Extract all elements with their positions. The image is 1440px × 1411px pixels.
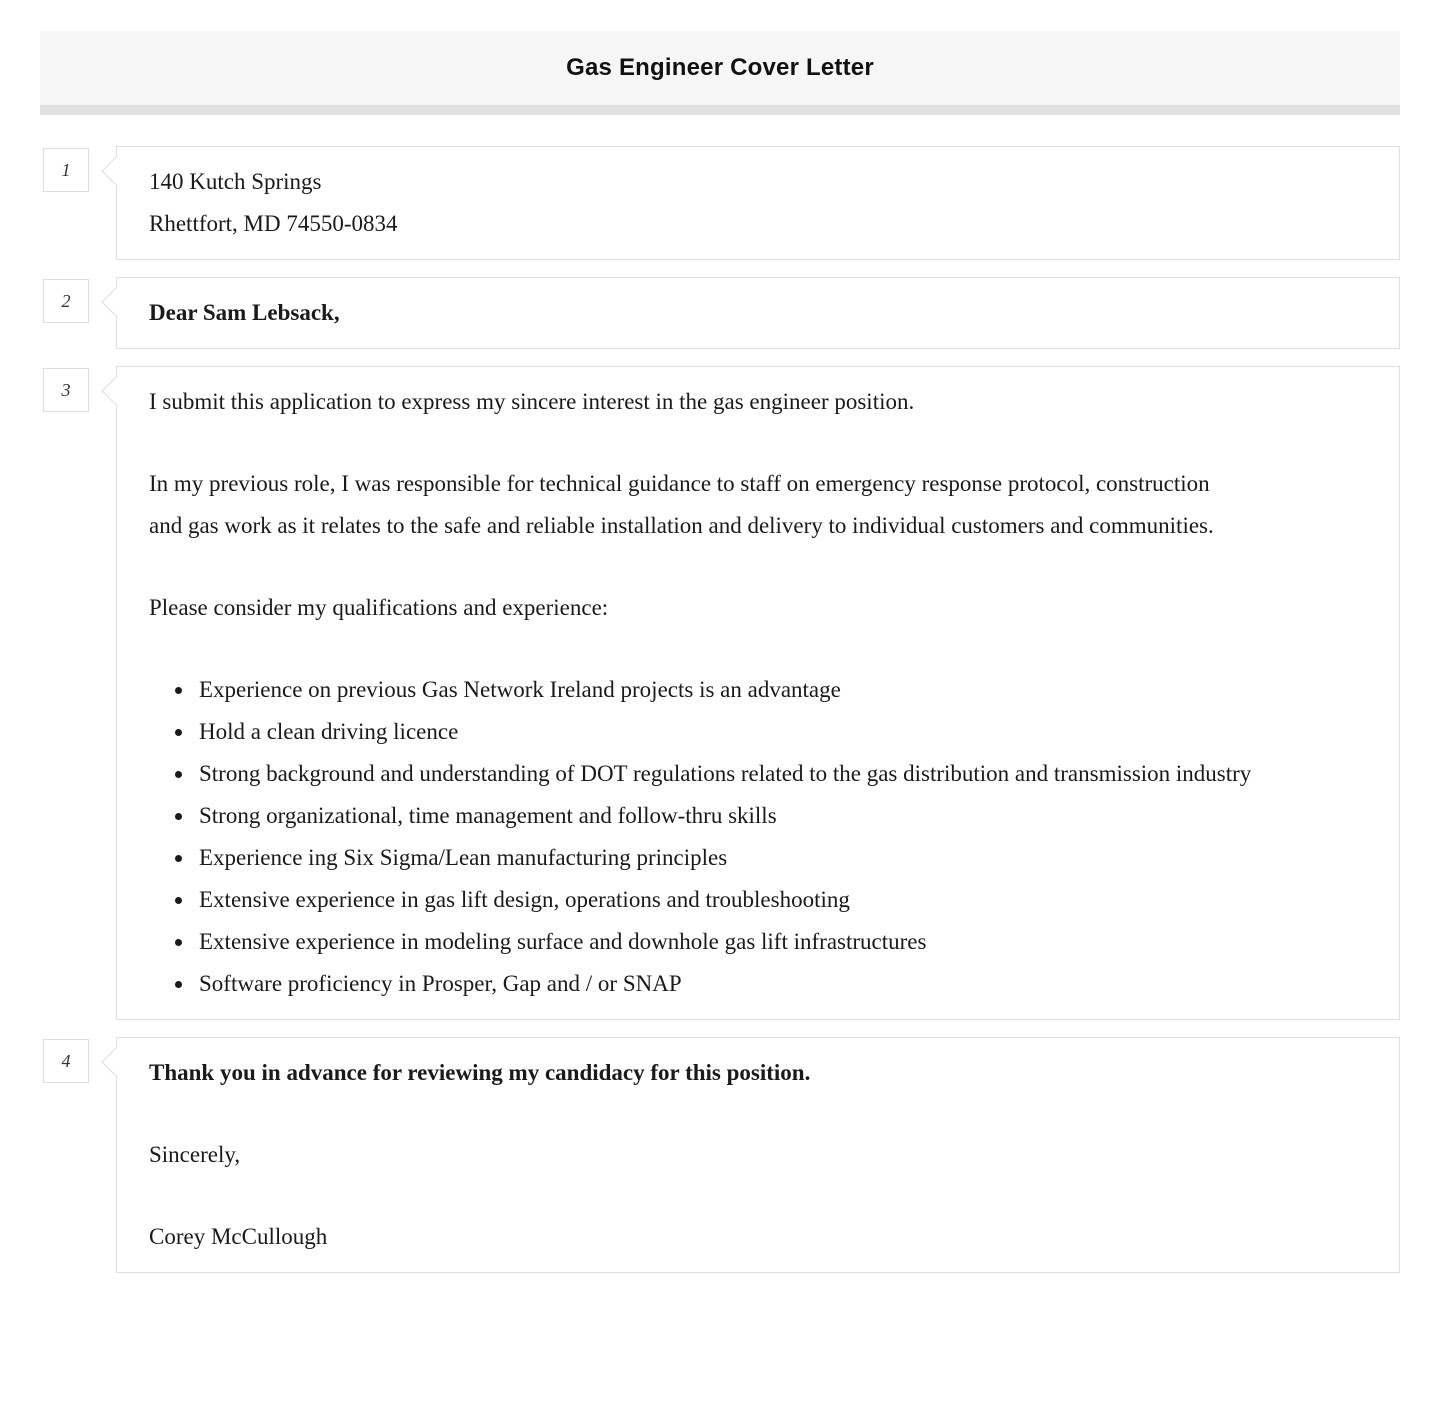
list-item: • Strong background and understanding of DOT regulations related to the gas distribution and transmission industry xyxy=(195,753,1255,795)
address-line-2: Rhettfort, MD 74550-0834 xyxy=(149,211,398,236)
list-item: • Extensive experience in modeling surface and downhole gas lift infrastructures xyxy=(195,921,1255,963)
closing-statement: Thank you in advance for reviewing my candidacy for this position. xyxy=(149,1060,811,1085)
document-header xyxy=(40,31,1400,115)
qualifications-lead-in: Please consider my qualifications and experience: xyxy=(149,595,609,620)
address-line-1: 140 Kutch Springs xyxy=(149,169,322,194)
intro-paragraph: I submit this application to express my sincere interest in the gas engineer position. xyxy=(149,389,915,414)
list-item: • Extensive experience in gas lift design, operations and troubleshooting xyxy=(195,879,1255,921)
list-item: • Hold a clean driving licence xyxy=(195,711,1255,753)
list-item: • Strong organizational, time management and follow-thru skills xyxy=(195,795,1255,837)
page-title: Gas Engineer Cover Letter xyxy=(566,54,874,81)
experience-paragraph: In my previous role, I was responsible for technical guidance to staff on emergency response protocol, construction and gas work as it relates to the safe and reliable installation and delivery to individual customers and communities. xyxy=(149,471,1214,538)
list-item: • Experience ing Six Sigma/Lean manufacturing principles xyxy=(195,837,1255,879)
section-closing xyxy=(61,1037,1400,1273)
salutation-text: Dear Sam Lebsack, xyxy=(149,300,340,325)
list-item: • Software proficiency in Prosper, Gap and / or SNAP xyxy=(195,963,1255,1005)
badge-number: 4 xyxy=(61,1050,71,1071)
signoff-text: Sincerely, xyxy=(149,1142,241,1167)
section-4-number-badge[interactable] xyxy=(43,1039,89,1083)
section-letter-main xyxy=(61,366,1400,1020)
qualifications-list xyxy=(149,669,1367,1005)
badge-number: 1 xyxy=(61,159,71,180)
section-2-number-badge[interactable] xyxy=(43,279,89,323)
section-sender-address xyxy=(61,146,1400,260)
badge-number: 2 xyxy=(61,290,71,311)
badge-number: 3 xyxy=(61,379,71,400)
signature-name: Corey McCullough xyxy=(149,1224,328,1249)
letter-body xyxy=(0,146,1440,1273)
section-3-number-badge[interactable] xyxy=(43,368,89,412)
list-item: • Experience on previous Gas Network Ireland projects is an advantage xyxy=(195,669,1255,711)
section-1-number-badge[interactable] xyxy=(43,148,89,192)
section-salutation xyxy=(61,277,1400,349)
